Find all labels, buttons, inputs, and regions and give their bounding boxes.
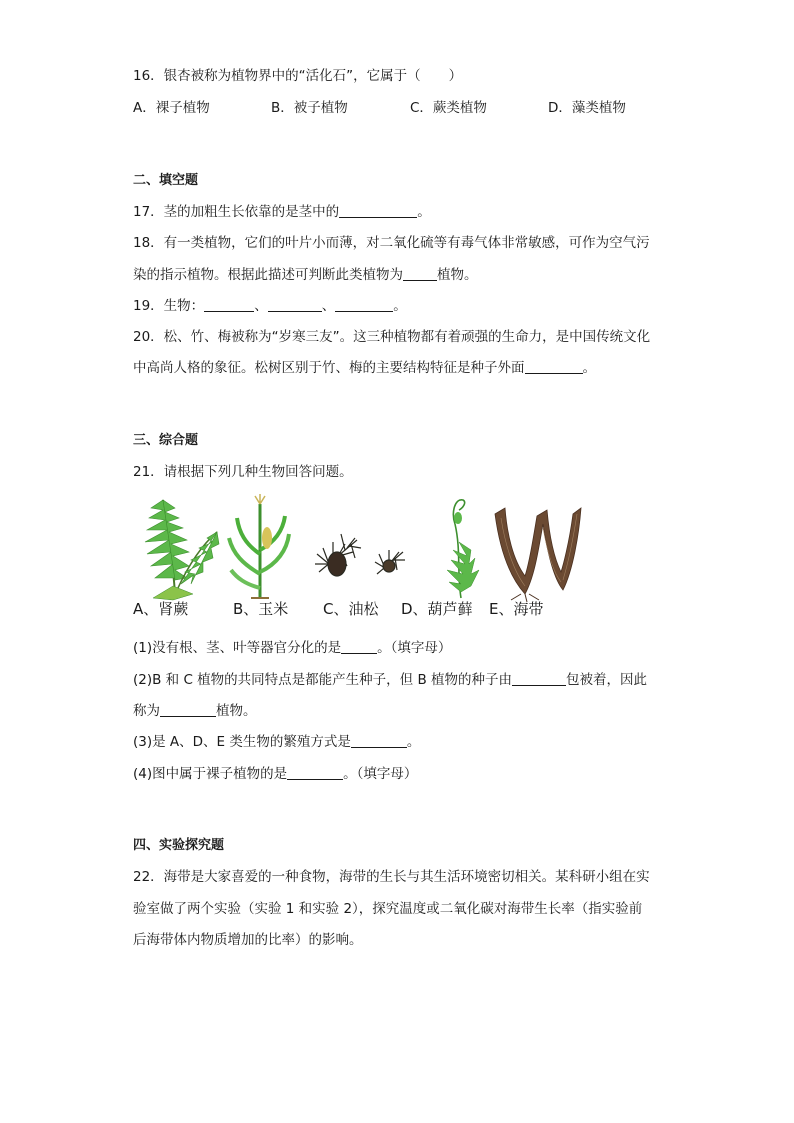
question-19-end: 。 bbox=[393, 298, 407, 314]
question-16 bbox=[133, 67, 462, 85]
sub4-end: 。（填字母） bbox=[343, 766, 418, 782]
option-a[interactable]: A．裸子植物 bbox=[133, 100, 210, 116]
answer-blank[interactable] bbox=[160, 702, 216, 717]
paren-close: ） bbox=[448, 68, 463, 84]
sub2-end: 植物。 bbox=[216, 703, 257, 719]
answer-blank[interactable] bbox=[204, 297, 254, 312]
sub3-stem: (3)是 A、D、E 类生物的繁殖方式是 bbox=[133, 734, 351, 750]
question-16-stem: 16．银杏被称为植物界中的“活化石”，它属于（ bbox=[133, 68, 421, 84]
caption-a: A、肾蕨 bbox=[133, 600, 189, 618]
sub1-end: 。（填字母） bbox=[377, 640, 452, 656]
answer-blank[interactable] bbox=[339, 203, 417, 218]
question-20-line2 bbox=[133, 359, 596, 377]
question-21-sub2-line1 bbox=[133, 671, 647, 689]
caption-d: D、葫芦藓 bbox=[401, 600, 473, 618]
sub2-line2-stem: 称为 bbox=[133, 703, 160, 719]
question-22-line3: 后海带体内物质增加的比率）的影响。 bbox=[133, 932, 363, 948]
section-2-title: 二、填空题 bbox=[133, 173, 199, 188]
question-21-sub4 bbox=[133, 765, 417, 783]
option-d[interactable]: D．藻类植物 bbox=[548, 100, 626, 116]
separator: 、 bbox=[254, 298, 268, 314]
moss-illustration bbox=[447, 500, 479, 598]
question-21-sub3 bbox=[133, 733, 420, 751]
answer-blank[interactable] bbox=[351, 733, 407, 748]
sub2-mid: 包被着，因此 bbox=[566, 672, 648, 688]
question-19-stem: 19．生物： bbox=[133, 298, 205, 314]
sub3-end: 。 bbox=[406, 734, 421, 750]
question-20-stem: 中高尚人格的象征。松树区别于竹、梅的主要结构特征是种子外面 bbox=[133, 360, 525, 376]
question-21-stem: 21．请根据下列几种生物回答问题。 bbox=[133, 464, 353, 480]
corn-illustration bbox=[229, 494, 289, 598]
question-17 bbox=[133, 203, 431, 221]
caption-e: E、海带 bbox=[489, 600, 544, 618]
section-4-title: 四、实验探究题 bbox=[133, 838, 225, 853]
question-17-stem: 17．茎的加粗生长依靠的是茎中的 bbox=[133, 204, 340, 220]
question-18-line2 bbox=[133, 266, 478, 284]
question-20-end: 。 bbox=[582, 360, 596, 376]
separator: 、 bbox=[321, 298, 336, 314]
question-21-sub2-line2 bbox=[133, 702, 257, 720]
answer-blank[interactable] bbox=[335, 297, 393, 312]
organisms-figure bbox=[133, 494, 593, 624]
option-c[interactable]: C．蕨类植物 bbox=[410, 100, 487, 116]
organisms-illustration bbox=[133, 494, 593, 602]
question-17-end: 。 bbox=[417, 204, 431, 220]
question-18-end: 植物。 bbox=[437, 267, 478, 283]
option-b[interactable]: B．被子植物 bbox=[271, 100, 348, 116]
sub2-stem: (2)B 和 C 植物的共同特点是都能产生种子，但 B 植物的种子由 bbox=[133, 672, 513, 688]
caption-b: B、玉米 bbox=[233, 600, 289, 618]
kelp-illustration bbox=[495, 508, 581, 602]
sub1-stem: (1)没有根、茎、叶等器官分化的是 bbox=[133, 640, 342, 656]
answer-blank[interactable] bbox=[525, 359, 583, 374]
answer-blank[interactable] bbox=[341, 639, 377, 654]
question-20-line1: 20．松、竹、梅被称为“岁寒三友”。这三种植物都有着顽强的生命力，是中国传统文化 bbox=[133, 329, 651, 345]
question-18-stem: 染的指示植物。根据此描述可判断此类植物为 bbox=[133, 267, 403, 283]
answer-blank[interactable] bbox=[403, 266, 437, 281]
answer-blank[interactable] bbox=[287, 765, 343, 780]
fern-illustration bbox=[145, 500, 219, 600]
question-21-sub1 bbox=[133, 639, 451, 657]
question-18-line1: 18．有一类植物，它们的叶片小而薄，对二氧化硫等有毒气体非常敏感，可作为空气污 bbox=[133, 235, 650, 251]
answer-blank[interactable] bbox=[512, 671, 566, 686]
question-22-line1: 22．海带是大家喜爱的一种食物，海带的生长与其生活环境密切相关。某科研小组在实 bbox=[133, 869, 650, 885]
section-3-title: 三、综合题 bbox=[133, 433, 199, 448]
caption-c: C、油松 bbox=[323, 600, 379, 618]
answer-blank[interactable] bbox=[268, 297, 322, 312]
question-22-line2: 验室做了两个实验（实验 1 和实验 2），探究温度或二氧化碳对海带生长率（指实验前 bbox=[133, 901, 643, 917]
pine-illustration bbox=[315, 534, 405, 576]
sub4-stem: (4)图中属于裸子植物的是 bbox=[133, 766, 288, 782]
question-19 bbox=[133, 297, 407, 315]
